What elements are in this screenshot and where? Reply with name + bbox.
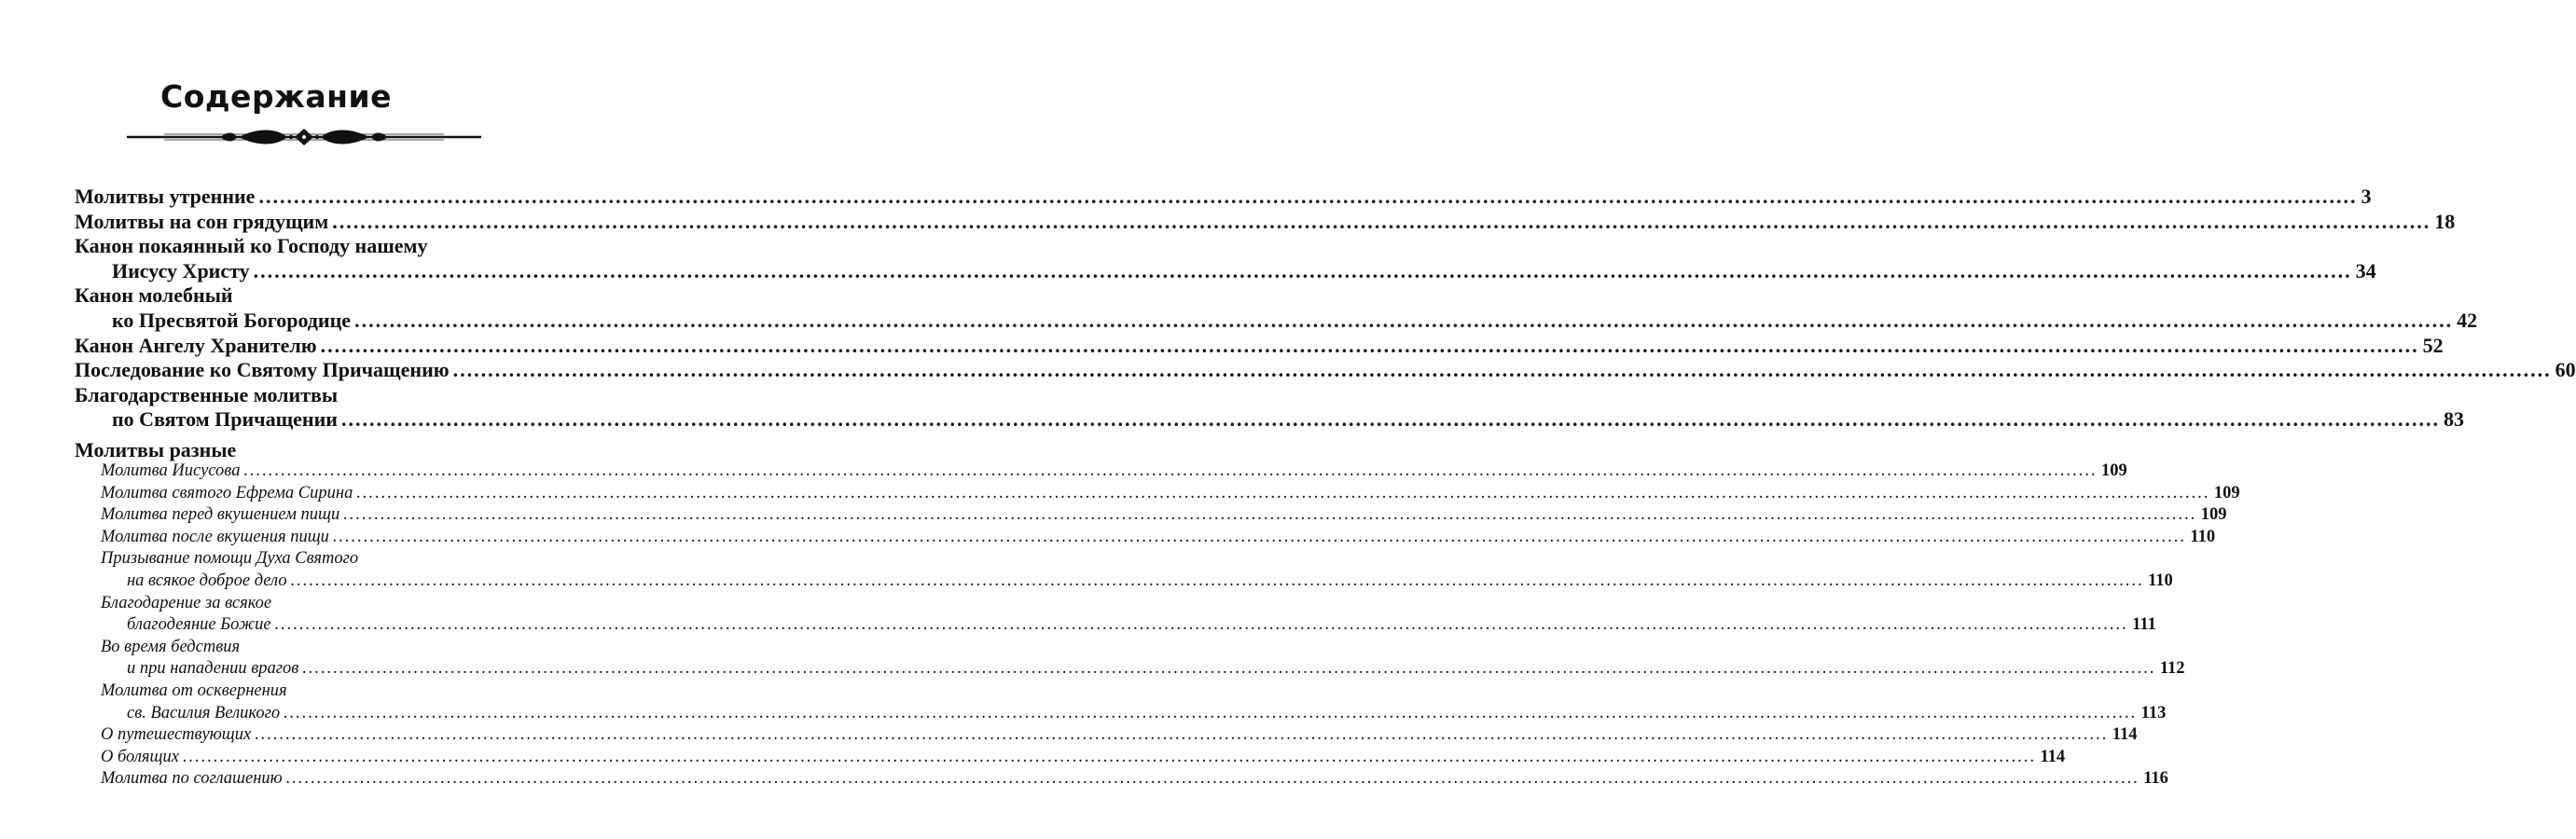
dot-leader: ............................................................................................................................................................................................................................................................................................................ [258, 185, 2358, 208]
toc-page-number: 111 [2132, 615, 2156, 635]
toc-entry-title: Канон Ангелу Хранителю [75, 333, 317, 357]
dot-leader: ............................................................................................................................................................................................................................................................................................................ [243, 461, 2098, 480]
toc-page-number: 18 [2434, 209, 2456, 233]
toc-page-number: 116 [2143, 769, 2168, 789]
toc-entry[interactable] [101, 769, 2168, 789]
dot-leader: ............................................................................................................................................................................................................................................................................................................ [290, 571, 2145, 590]
toc-page-number: 109 [2200, 505, 2227, 525]
section-heading: Молитвы разные [75, 438, 237, 461]
toc-entry[interactable] [75, 185, 2372, 209]
toc-entry[interactable] [127, 703, 2167, 723]
toc-entry[interactable] [127, 659, 2185, 679]
toc-entry[interactable] [112, 407, 2464, 432]
toc-entry-title: О болящих [101, 747, 179, 766]
toc-entry-title: Молитва по соглашению [101, 769, 283, 789]
toc-page-number: 109 [2100, 461, 2127, 480]
toc-entry[interactable] [112, 309, 2478, 333]
toc-page-number: 34 [2355, 258, 2376, 282]
toc-page-number: 110 [2190, 527, 2216, 546]
toc-entry-title: Молитва Иисусова [101, 461, 241, 480]
toc-entry[interactable] [101, 747, 2066, 767]
toc-entry[interactable] [101, 527, 2216, 547]
toc-page-number: 3 [2361, 185, 2372, 208]
toc-entry-title-line: Молитва от осквернения [101, 681, 287, 700]
dot-leader: ............................................................................................................................................................................................................................................................................................................ [182, 747, 2037, 766]
dot-leader: ............................................................................................................................................................................................................................................................................................................ [332, 527, 2187, 546]
dot-leader: ............................................................................................................................................................................................................................................................................................................ [253, 258, 2352, 282]
dot-leader: ............................................................................................................................................................................................................................................................................................................ [340, 407, 2440, 432]
toc-page-number: 83 [2443, 407, 2464, 432]
toc-entry-title: ко Пресвятой Богородице [112, 309, 352, 332]
toc-entry-title: Молитвы на сон грядущим [75, 209, 329, 233]
toc-entry[interactable] [101, 725, 2138, 745]
toc-entry[interactable] [127, 615, 2156, 635]
toc-entry-title: Молитва после вкушения пищи [101, 527, 329, 546]
toc-page-number: 114 [2040, 747, 2066, 766]
toc-entry[interactable] [75, 333, 2444, 358]
toc-entry-title: Иисусу Христу [112, 258, 250, 282]
dot-leader: ............................................................................................................................................................................................................................................................................................................ [332, 209, 2431, 233]
toc-page-number: 110 [2148, 571, 2173, 590]
dot-leader: ............................................................................................................................................................................................................................................................................................................ [343, 505, 2197, 525]
toc-entry[interactable] [112, 258, 2376, 283]
toc-entry-title: благодеяние Божие [127, 615, 271, 635]
toc-entry-title-line: Канон молебный [75, 283, 233, 308]
toc-entry-title-line: Благодарение за всякое [101, 593, 272, 612]
dot-leader: ............................................................................................................................................................................................................................................................................................................ [302, 659, 2156, 679]
toc-entry-title-line: Во время бедствия [101, 637, 241, 656]
toc-page-number: 113 [2140, 703, 2167, 722]
toc-entry[interactable] [101, 505, 2227, 525]
toc-entry-title: Последование ко Святому Причащению [75, 358, 450, 382]
toc-entry[interactable] [127, 571, 2173, 591]
page-title: Содержание [160, 78, 392, 115]
dot-leader: ............................................................................................................................................................................................................................................................................................................ [255, 725, 2109, 745]
toc-entry-title: О путешествующих [101, 725, 252, 745]
toc-page-number: 42 [2457, 309, 2478, 332]
dot-leader: ............................................................................................................................................................................................................................................................................................................ [354, 309, 2454, 332]
toc-entry-title: по Святом Причащении [112, 407, 338, 432]
toc-entry-title: Молитвы утренние [75, 185, 256, 208]
toc-entry-title: на всякое доброе дело [127, 571, 287, 590]
toc-page-number: 112 [2159, 659, 2185, 679]
toc-entry[interactable] [101, 461, 2127, 481]
toc-entry-title: св. Василия Великого [127, 703, 281, 722]
table-of-contents [75, 0, 2576, 839]
dot-leader: ............................................................................................................................................................................................................................................................................................................ [356, 483, 2210, 502]
toc-entry-title-line: Благодарственные молитвы [75, 382, 339, 406]
dot-leader: ............................................................................................................................................................................................................................................................................................................ [285, 769, 2140, 789]
toc-entry-title-line: Призывание помощи Духа Святого [101, 549, 359, 569]
dot-leader: ............................................................................................................................................................................................................................................................................................................ [452, 358, 2552, 382]
toc-entry[interactable] [75, 209, 2456, 234]
toc-entry-title: и при нападении врагов [127, 659, 299, 679]
dot-leader: ............................................................................................................................................................................................................................................................................................................ [274, 615, 2129, 635]
toc-entry[interactable] [75, 358, 2576, 382]
toc-page-number: 52 [2422, 333, 2444, 357]
toc-page-number: 114 [2112, 725, 2138, 745]
toc-page-number: 60 [2555, 358, 2576, 382]
toc-page-number: 109 [2213, 483, 2240, 502]
toc-entry[interactable] [101, 483, 2240, 503]
toc-entry-title: Молитва святого Ефрема Сирина [101, 483, 353, 502]
toc-entry-title-line: Канон покаянный ко Господу нашему [75, 234, 428, 258]
toc-entry-title: Молитва перед вкушением пищи [101, 505, 340, 525]
dot-leader: ............................................................................................................................................................................................................................................................................................................ [284, 703, 2138, 722]
dot-leader: ............................................................................................................................................................................................................................................................................................................ [320, 333, 2419, 357]
